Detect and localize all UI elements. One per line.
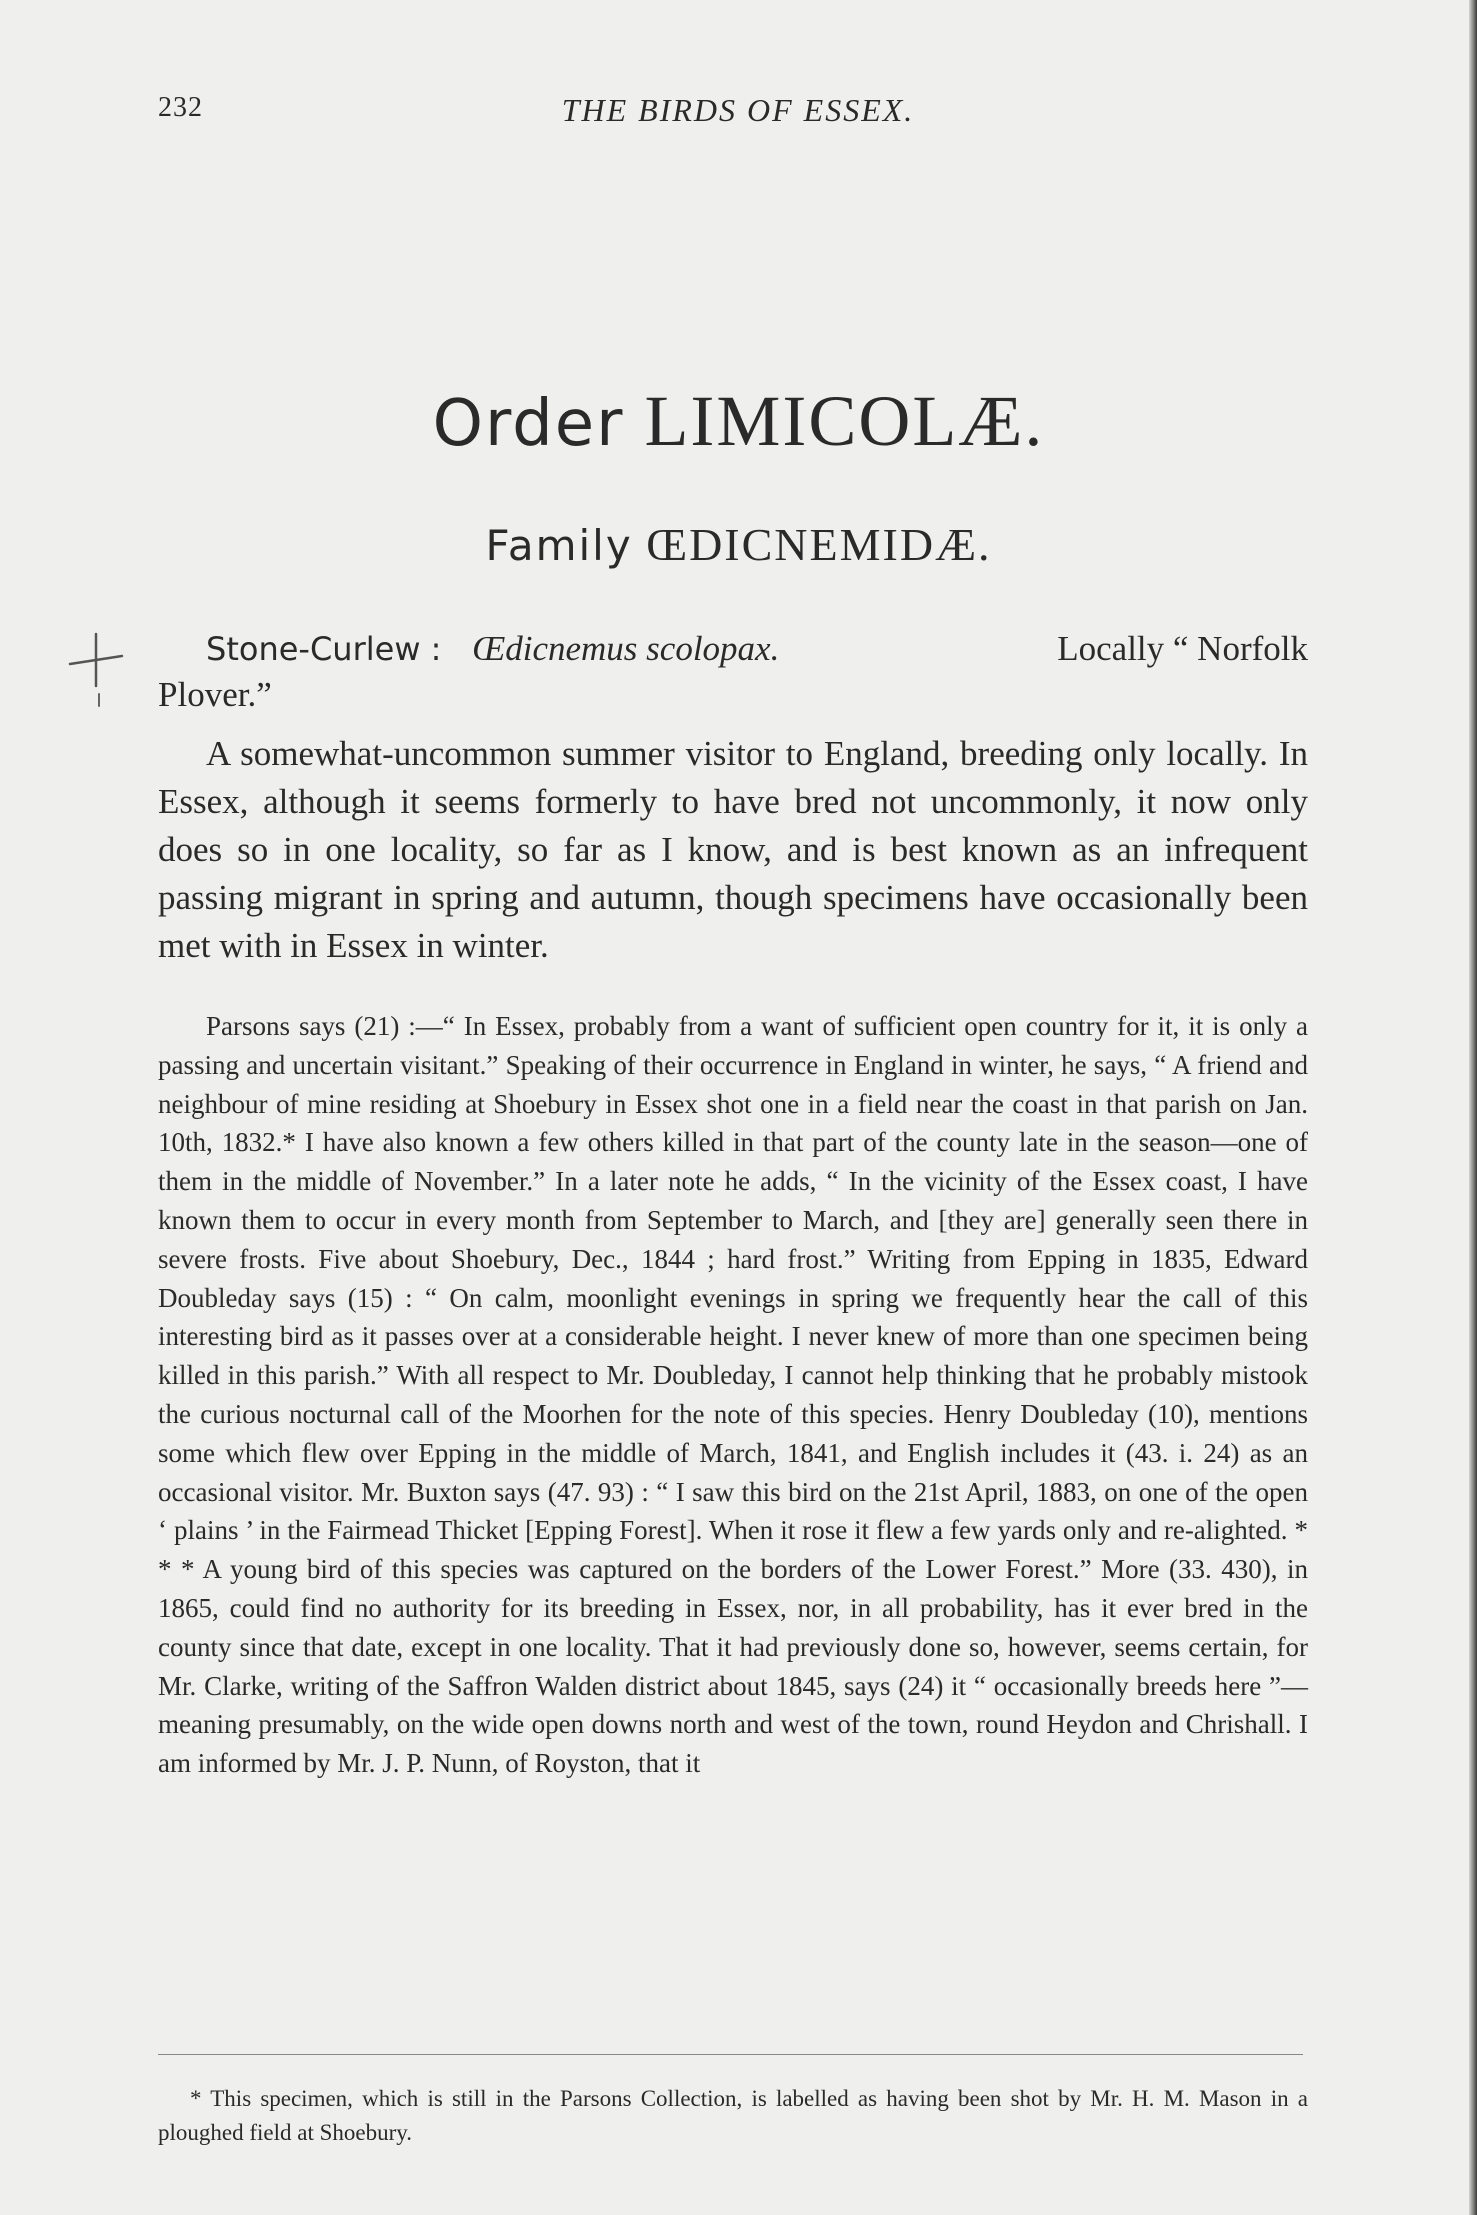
order-prefix: Order (432, 387, 625, 461)
page-number: 232 (158, 92, 203, 123)
intro-paragraph: A somewhat-uncommon summer visitor to England, breeding only locally. In Essex, although it seems formerly to have bred not uncommonly, it now only does so in one locality, so far as I know, and is best known as an infrequent passing migrant in spring and autumn, though specimens have occasionally been met with in Essex in winter. (158, 734, 1308, 965)
order-name: LIMICOLÆ. (644, 381, 1045, 461)
running-title: THE BIRDS OF ESSEX. (561, 92, 915, 128)
footnote: * This specimen, which is still in the Parsons Collection, is labelled as having been shot by Mr. H. M. Mason in a ploughed field at Shoebury. (158, 2086, 1308, 2145)
species-local-name: Locally “ Norfolk (1057, 629, 1308, 668)
running-head (158, 92, 1318, 132)
species-heading (158, 626, 1308, 718)
family-name: ŒDICNEMIDÆ. (646, 519, 992, 570)
species-latin-name: Œdicnemus scolopax. (472, 629, 780, 668)
species-local-name-continued: Plover.” (158, 675, 272, 714)
family-heading (0, 518, 1477, 571)
handwritten-cross-mark (66, 630, 126, 710)
family-prefix: Family (485, 521, 633, 570)
order-heading (0, 380, 1477, 463)
page-edge (1469, 0, 1477, 2215)
footnote-rule (158, 2054, 1303, 2055)
body-paragraph: Parsons says (21) :—“ In Essex, probably from a want of sufficient open country for it, it is only a passing and uncertain visitant.” Speaking of their occurrence in England in winter, he says, “ A friend and neighbour of mine residing at Shoebury in Essex shot one in a field near the coast in that parish on Jan. 10th, 1832.* I have also known a few others killed in that part of the county late in the season—one of them in the middle of November.” In a later note he adds, “ In the vicinity of the Essex coast, I have known them to occur in every month from September to March, and [they are] generally seen there in severe frosts. Five about Shoebury, Dec., 1844 ; hard frost.” Writing from Epping in 1835, Edward Doubleday says (15) : “ On calm, moonlight evenings in spring we frequently hear the call of this interesting bird as it passes over at a considerable height. I never knew of more than one specimen being killed in this parish.” With all respect to Mr. Doubleday, I cannot help thinking that he probably mistook the curious nocturnal call of the Moorhen for the note of this species. Henry Doubleday (10), mentions some which flew over Epping in the middle of March, 1841, and English includes it (43. i. 24) as an occasional visitor. Mr. Buxton says (47. 93) : “ I saw this bird on the 21st April, 1883, on one of the open ‘ plains ’ in the Fairmead Thicket [Epping Forest]. When it rose it flew a few yards only and re-alighted. * * * A young bird of this species was captured on the borders of the Lower Forest.” More (33. 430), in 1865, could find no authority for its breeding in Essex, nor, in all probability, has it ever bred in the county since that date, except in one locality. That it had previously done so, however, seems certain, for Mr. Clarke, writing of the Saffron Walden district about 1845, says (24) it “ occasionally breeds here ”—meaning presumably, on the wide open downs north and west of the town, round Heydon and Chrishall. I am informed by Mr. J. P. Nunn, of Royston, that it (158, 1011, 1308, 1779)
species-common-name: Stone-Curlew : (206, 630, 442, 668)
